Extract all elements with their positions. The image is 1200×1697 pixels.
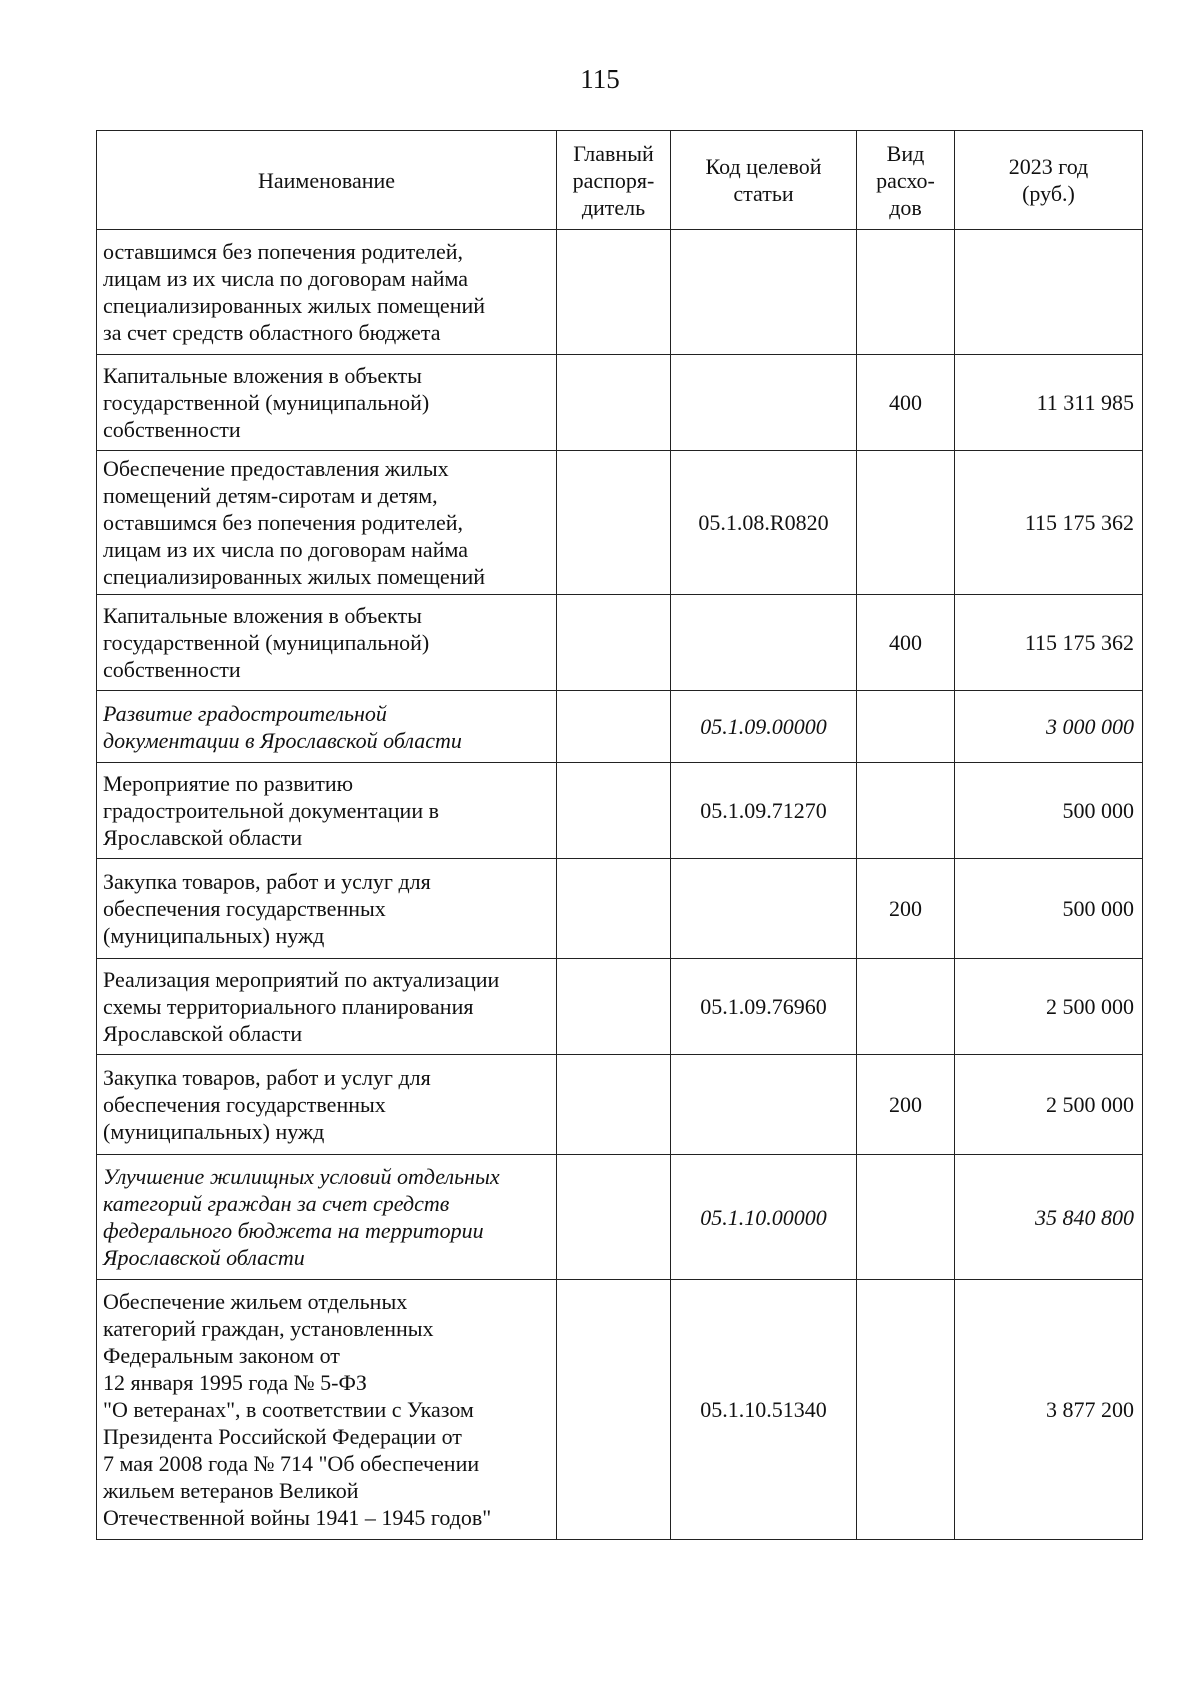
cell-code: 05.1.09.76960	[671, 959, 857, 1055]
cell-admin	[557, 1155, 671, 1280]
cell-admin	[557, 1055, 671, 1155]
table-row	[97, 691, 1143, 763]
cell-code: 05.1.09.00000	[671, 691, 857, 763]
table-row	[97, 859, 1143, 959]
cell-type	[857, 451, 955, 595]
table-row	[97, 451, 1143, 595]
cell-type	[857, 230, 955, 355]
cell-amount: 11 311 985	[955, 355, 1143, 451]
header-admin: Главный распоря- дитель	[557, 131, 671, 230]
cell-name: Мероприятие по развитию градостроительной документации в Ярославской области	[97, 763, 557, 859]
cell-admin	[557, 1280, 671, 1540]
table-row	[97, 230, 1143, 355]
cell-name: Обеспечение жильем отдельных категорий граждан, установленных Федеральным законом от 12 января 1995 года № 5-ФЗ "О ветеранах", в соответствии с Указом Президента Российской Федерации от 7 мая 2008 года № 714 "Об обеспечении жильем ветеранов Великой Отечественной войны 1941 – 1945 годов"	[97, 1280, 557, 1540]
cell-type: 200	[857, 1055, 955, 1155]
cell-admin	[557, 230, 671, 355]
page-number: 115	[580, 64, 620, 94]
cell-type	[857, 959, 955, 1055]
table-row	[97, 1055, 1143, 1155]
cell-code	[671, 859, 857, 959]
table-row	[97, 1155, 1143, 1280]
header-code: Код целевой статьи	[671, 131, 857, 230]
cell-amount: 3 877 200	[955, 1280, 1143, 1540]
cell-admin	[557, 451, 671, 595]
cell-type	[857, 1155, 955, 1280]
table-row	[97, 959, 1143, 1055]
cell-name: оставшимся без попечения родителей, лицам из их числа по договорам найма специализированных жилых помещений за счет средств областного бюджета	[97, 230, 557, 355]
cell-type	[857, 691, 955, 763]
table-header-row	[97, 131, 1143, 230]
cell-code	[671, 355, 857, 451]
cell-name: Реализация мероприятий по актуализации схемы территориального планирования Ярославской области	[97, 959, 557, 1055]
cell-name: Развитие градостроительной документации в Ярославской области	[97, 691, 557, 763]
cell-amount: 2 500 000	[955, 959, 1143, 1055]
cell-name: Капитальные вложения в объекты государственной (муниципальной) собственности	[97, 595, 557, 691]
cell-type	[857, 763, 955, 859]
table-row	[97, 763, 1143, 859]
cell-amount: 115 175 362	[955, 451, 1143, 595]
cell-amount: 35 840 800	[955, 1155, 1143, 1280]
cell-type: 400	[857, 595, 955, 691]
cell-code	[671, 1055, 857, 1155]
cell-amount: 500 000	[955, 763, 1143, 859]
table-row	[97, 355, 1143, 451]
cell-type: 400	[857, 355, 955, 451]
cell-admin	[557, 691, 671, 763]
cell-code	[671, 595, 857, 691]
budget-table	[96, 130, 1143, 1540]
cell-name: Закупка товаров, работ и услуг для обеспечения государственных (муниципальных) нужд	[97, 1055, 557, 1155]
cell-amount: 115 175 362	[955, 595, 1143, 691]
table-body	[97, 230, 1143, 1540]
cell-amount	[955, 230, 1143, 355]
cell-amount: 2 500 000	[955, 1055, 1143, 1155]
cell-amount: 3 000 000	[955, 691, 1143, 763]
header-name: Наименование	[97, 131, 557, 230]
cell-admin	[557, 595, 671, 691]
cell-type: 200	[857, 859, 955, 959]
cell-name: Улучшение жилищных условий отдельных категорий граждан за счет средств федерального бюджета на территории Ярославской области	[97, 1155, 557, 1280]
cell-admin	[557, 355, 671, 451]
cell-admin	[557, 859, 671, 959]
cell-name: Закупка товаров, работ и услуг для обеспечения государственных (муниципальных) нужд	[97, 859, 557, 959]
header-type: Вид расхо- дов	[857, 131, 955, 230]
cell-code: 05.1.09.71270	[671, 763, 857, 859]
cell-admin	[557, 959, 671, 1055]
cell-name: Капитальные вложения в объекты государственной (муниципальной) собственности	[97, 355, 557, 451]
cell-code	[671, 230, 857, 355]
cell-amount: 500 000	[955, 859, 1143, 959]
table-row	[97, 595, 1143, 691]
cell-code: 05.1.10.00000	[671, 1155, 857, 1280]
cell-code: 05.1.10.51340	[671, 1280, 857, 1540]
table-row	[97, 1280, 1143, 1540]
header-amount: 2023 год (руб.)	[955, 131, 1143, 230]
cell-code: 05.1.08.R0820	[671, 451, 857, 595]
cell-type	[857, 1280, 955, 1540]
cell-admin	[557, 763, 671, 859]
cell-name: Обеспечение предоставления жилых помещений детям-сиротам и детям, оставшимся без попечения родителей, лицам из их числа по договорам найма специализированных жилых помещений	[97, 451, 557, 595]
